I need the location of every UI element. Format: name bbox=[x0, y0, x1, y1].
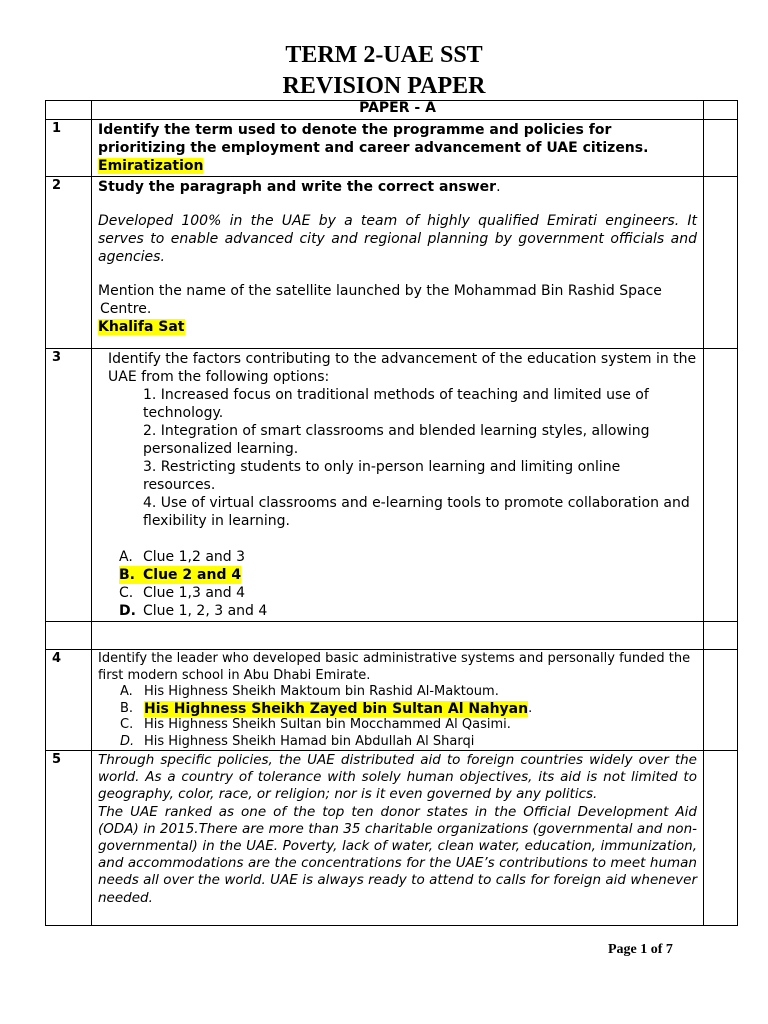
q2-instruction-end: . bbox=[496, 179, 501, 195]
q1-question: Identify the term used to denote the programme and policies for prioritizing the employment and career advancement of UAE citizens. bbox=[98, 122, 649, 156]
title-line-1: TERM 2-UAE SST bbox=[285, 42, 483, 68]
table-row-empty bbox=[46, 622, 738, 650]
table-row-header bbox=[46, 101, 738, 120]
table-row-q2 bbox=[46, 177, 738, 349]
question-number: 2 bbox=[46, 177, 92, 349]
q1-answer: Emiratization bbox=[98, 158, 204, 174]
q3-choice-d: D. Clue 1, 2, 3 and 4 bbox=[119, 603, 268, 619]
table-row-q1 bbox=[46, 120, 738, 177]
title-line-2: REVISION PAPER bbox=[282, 73, 486, 99]
q3-factor: 3. Restricting students to only in-person learning and limiting online resources. bbox=[143, 459, 621, 493]
q2-answer: Khalifa Sat bbox=[98, 319, 185, 335]
q3-factor: 2. Integration of smart classrooms and blended learning styles, allowing personalized learning. bbox=[143, 423, 650, 457]
table-row-q5 bbox=[46, 751, 738, 926]
q3-choice-a: A. Clue 1,2 and 3 bbox=[119, 549, 246, 565]
q5-paragraph-2: The UAE ranked as one of the top ten donor states in the Official Development Aid (ODA) in 2015.There are more than 35 charitable organizations (governmental and non-governmental) in the UAE. Poverty, lack of water, clean water, education, immunization, and accommodations are the concentrations for the UAE’s contributions to meet human needs all over the world. UAE is always ready to attend to calls for foreign aid whenever needed. bbox=[98, 803, 697, 906]
table-row-q4 bbox=[46, 650, 738, 751]
question-number: 4 bbox=[46, 650, 92, 751]
q2-instruction: Study the paragraph and write the correct answer bbox=[98, 179, 497, 195]
q4-choice-a: A. His Highness Sheikh Maktoum bin Rashid Al-Maktoum. bbox=[120, 684, 499, 699]
q5-paragraph-1: Through specific policies, the UAE distributed aid to foreign countries widely over the world. As a country of tolerance with solely human objectives, its aid is not limited to geography, color, race, or religion; nor is it even governed by any politics. bbox=[98, 752, 697, 803]
q2-paragraph: Developed 100% in the UAE by a team of highly qualified Emirati engineers. It serves to enable advanced city and regional planning by government officials and agencies. bbox=[98, 213, 697, 265]
page-number: Page 1 of 7 bbox=[608, 942, 673, 957]
q4-choice-b: B. His Highness Sheikh Zayed bin Sultan Al Nahyan . bbox=[120, 700, 533, 717]
table-row-q3 bbox=[46, 349, 738, 622]
paper-header: PAPER - A bbox=[92, 101, 704, 120]
q4-question: Identify the leader who developed basic administrative systems and personally funded the first modern school in Abu Dhabi Emirate. bbox=[98, 651, 691, 683]
question-number: 1 bbox=[46, 120, 92, 177]
question-table bbox=[45, 100, 738, 926]
q2-prompt-line2: Centre. bbox=[100, 301, 152, 317]
q4-choice-d: D. His Highness Sheikh Hamad bin Abdullah Al Sharqi bbox=[120, 733, 475, 749]
q4-choice-c: C. His Highness Sheikh Sultan bin Mocchammed Al Qasimi. bbox=[120, 717, 511, 732]
q2-prompt-line1: Mention the name of the satellite launched by the Mohammad Bin Rashid Space bbox=[98, 283, 662, 299]
question-number: 5 bbox=[46, 751, 92, 926]
q3-choice-c: C. Clue 1,3 and 4 bbox=[119, 585, 246, 601]
q3-factor: 4. Use of virtual classrooms and e-learning tools to promote collaboration and flexibility in learning. bbox=[143, 495, 690, 529]
question-number: 3 bbox=[46, 349, 92, 622]
q3-choice-b: B. Clue 2 and 4 bbox=[119, 567, 242, 583]
q3-factor: 1. Increased focus on traditional methods of teaching and limited use of technology. bbox=[143, 387, 649, 421]
q3-question: Identify the factors contributing to the advancement of the education system in the UAE from the following options: bbox=[108, 351, 697, 385]
